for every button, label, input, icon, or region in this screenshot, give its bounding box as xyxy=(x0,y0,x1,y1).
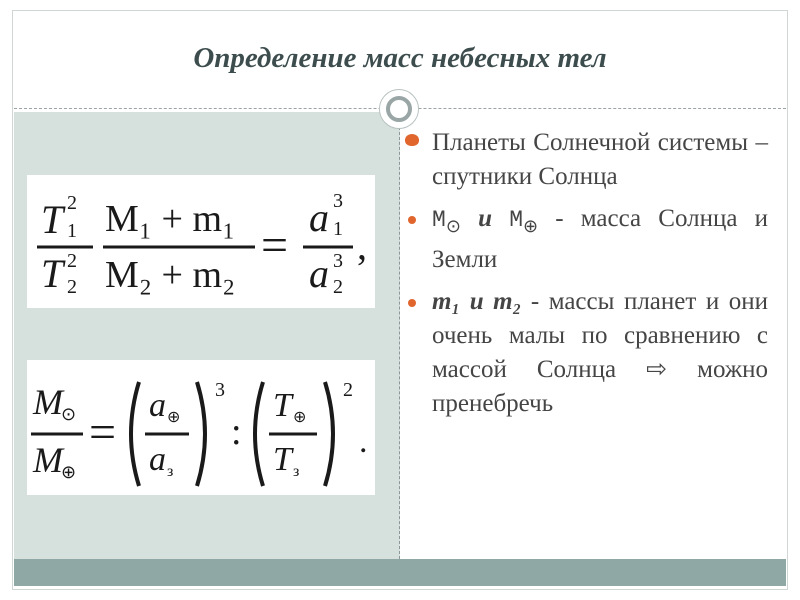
a-earth-index: ⊕ xyxy=(167,409,181,426)
planet-mass-2: m₂ xyxy=(493,288,522,315)
t-earth-symbol: T xyxy=(273,387,292,424)
bullet-item-3-tail: можно пренебречь xyxy=(432,356,768,417)
earth-mass-symbol: M xyxy=(509,207,523,233)
right-arrow-icon: ⇨ xyxy=(646,356,668,383)
slide-title: Определение масс небесных тел xyxy=(193,42,607,74)
bullet-item-3-text: - массы планет и они очень малы по сравнению с массой Солнца xyxy=(432,288,768,383)
m-sun-symbol: M xyxy=(33,382,63,422)
t-earth-index: ⊕ xyxy=(293,409,307,426)
m-earth-symbol: M xyxy=(33,440,63,480)
a2-symbol: a xyxy=(309,251,329,296)
formula-kepler-third-law xyxy=(27,175,375,308)
a-moon-index: з xyxy=(167,463,174,480)
t2-symbol: T xyxy=(41,251,64,296)
conjunction-and-2: и xyxy=(469,288,484,315)
a1-exponent: 3 xyxy=(333,190,343,212)
bullet-item-1-text: Планеты Солнечной системы – спутники Солнца xyxy=(432,129,768,190)
footer-band xyxy=(14,559,786,586)
t1-exponent: 2 xyxy=(67,192,77,214)
t1-symbol: T xyxy=(41,197,64,242)
ratio-colon: : xyxy=(231,411,242,453)
right-paren-2 xyxy=(325,382,333,486)
cube-exponent: 3 xyxy=(215,379,225,401)
equals-sign: = xyxy=(261,219,289,272)
sun-symbol-icon: ⊙ xyxy=(61,404,77,424)
a1-index: 1 xyxy=(333,218,343,240)
bullet-list xyxy=(432,126,768,429)
a2-index: 2 xyxy=(333,276,343,298)
t-moon-symbol: T xyxy=(273,441,292,478)
t1-index: 1 xyxy=(67,220,77,242)
left-paren-1 xyxy=(131,382,139,486)
earth-symbol-icon: ⊕ xyxy=(523,216,539,236)
square-exponent: 2 xyxy=(343,379,353,401)
bullet-item-1 xyxy=(432,126,768,194)
conjunction-and: и xyxy=(478,205,492,232)
column-divider xyxy=(399,112,400,559)
a2-exponent: 3 xyxy=(333,250,343,272)
trailing-dot: . xyxy=(359,423,368,460)
ring-ornament-inner xyxy=(386,96,412,122)
sun-mass-symbol: M xyxy=(432,207,446,233)
bullet-dot-icon xyxy=(408,299,416,307)
mass-sum-numerator: M₁ + m₁ xyxy=(105,198,236,240)
a-earth-symbol: a xyxy=(149,387,166,424)
bullet-dot-icon xyxy=(408,216,416,224)
a-moon-symbol: a xyxy=(149,441,166,478)
sun-symbol-icon: ⊙ xyxy=(445,216,461,236)
right-paren-1 xyxy=(197,382,205,486)
bullet-item-2 xyxy=(432,202,768,277)
t2-exponent: 2 xyxy=(67,250,77,272)
left-paren-2 xyxy=(255,382,263,486)
a1-symbol: a xyxy=(309,195,329,240)
bullet-item-3 xyxy=(432,285,768,421)
equals-sign-2: = xyxy=(89,406,117,459)
t-moon-index: з xyxy=(293,463,300,480)
t2-index: 2 xyxy=(67,276,77,298)
planet-mass-1: m₁ xyxy=(432,288,461,315)
bullet-dot-icon xyxy=(405,134,419,146)
mass-sum-denominator: M₂ + m₂ xyxy=(105,254,236,296)
trailing-comma: , xyxy=(357,223,367,268)
bullet-item-2-text: - масса Солнца и Земли xyxy=(432,205,769,273)
formula-mass-ratio xyxy=(27,360,375,495)
earth-symbol-icon: ⊕ xyxy=(61,462,77,482)
